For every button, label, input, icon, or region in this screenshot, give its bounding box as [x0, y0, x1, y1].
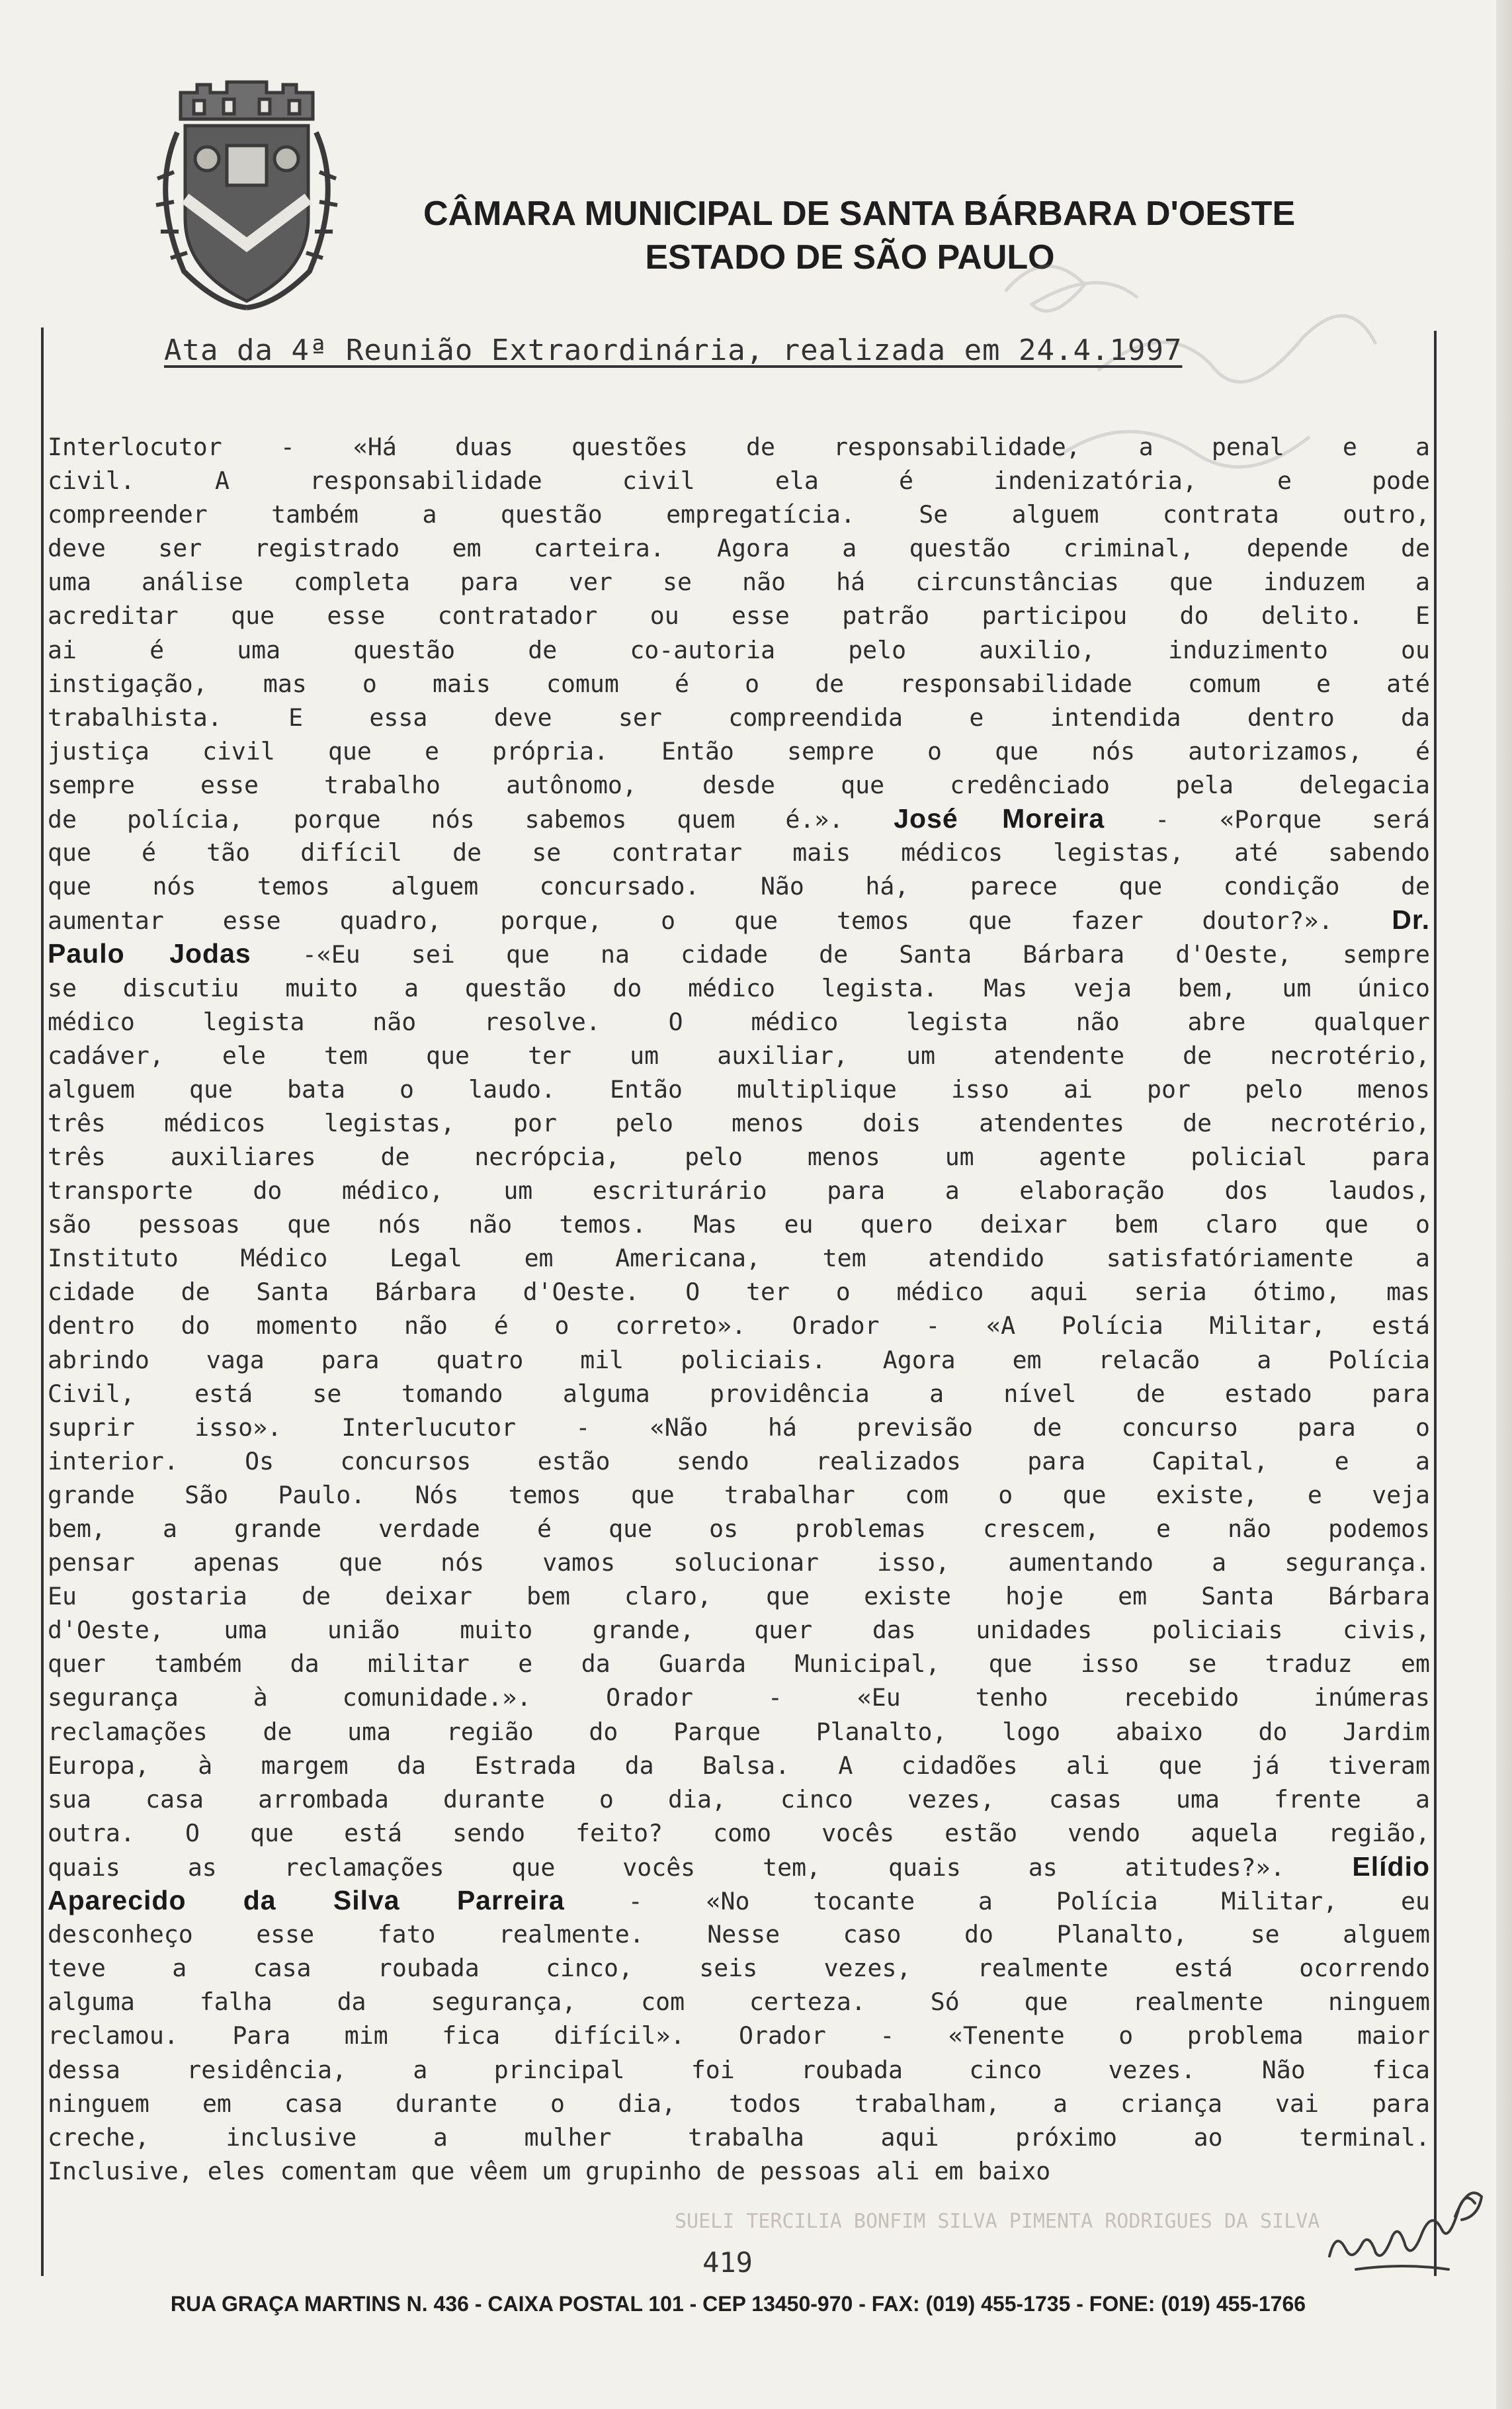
text-line: Eu gostaria de deixar bem claro, que existe hoje em Santa Bárbara — [48, 1582, 1430, 1611]
institution-name: CÂMARA MUNICIPAL DE SANTA BÁRBARA D'OESTE — [423, 195, 1296, 233]
text-line: cidade de Santa Bárbara d'Oeste. O ter o médico aqui seria ótimo, mas — [48, 1278, 1430, 1307]
text-line: quais as reclamações que vocês tem, quais as atitudes?». Elídio — [48, 1851, 1430, 1882]
text-line: Inclusive, eles comentam que vêem um grupinho de pessoas ali em baixo — [48, 2156, 1051, 2185]
text-line: são pessoas que nós não temos. Mas eu quero deixar bem claro que o — [48, 1210, 1430, 1239]
text-line: trabalhista. E essa deve ser compreendida e intendida dentro da — [48, 703, 1430, 732]
speaker-name: Dr. — [1392, 904, 1430, 936]
text-line: quer também da militar e da Guarda Municipal, que isso se traduz em — [48, 1649, 1430, 1679]
text-line: três auxiliares de necrópcia, pelo menos um agente policial para — [48, 1142, 1430, 1171]
text-line: Interlocutor - «Há duas questões de responsabilidade, a penal e a — [48, 433, 1430, 461]
municipal-coat-of-arms-icon — [144, 73, 349, 318]
text-line: ai é uma questão de co-autoria pelo auxilio, induzimento ou — [48, 635, 1430, 664]
text-line: uma análise completa para ver se não há circunstâncias que induzem a — [48, 568, 1430, 597]
text-line: segurança à comunidade.». Orador - «Eu tenho recebido inúmeras — [48, 1683, 1430, 1712]
speaker-name: Paulo Jodas — [48, 938, 251, 969]
right-margin-rule — [1434, 331, 1437, 2276]
text-line: se discutiu muito a questão do médico legista. Mas veja bem, um único — [48, 973, 1430, 1002]
text-line: suprir isso». Interlucutor - «Não há previsão de concurso para o — [48, 1413, 1430, 1442]
text-line: grande São Paulo. Nós temos que trabalhar com o que existe, e veja — [48, 1480, 1430, 1509]
text-line: deve ser registrado em carteira. Agora a questão criminal, depende de — [48, 534, 1430, 563]
text-line: Paulo Jodas -«Eu sei que na cidade de Santa Bárbara d'Oeste, sempre — [48, 938, 1430, 969]
text-line: pensar apenas que nós vamos solucionar isso, aumentando a segurança. — [48, 1548, 1430, 1577]
text-line: cadáver, ele tem que ter um auxiliar, um atendente de necrotério, — [48, 1041, 1430, 1070]
text-line: justiça civil que e própria. Então sempre o que nós autorizamos, é — [48, 736, 1430, 766]
bleed-through-stamp: SUELI TERCILIA BONFIM SILVA PIMENTA RODRIGUES DA SILVA — [675, 2210, 1320, 2233]
text-line: reclamou. Para mim fica difícil». Orador - «Tenente o problema maior — [48, 2021, 1430, 2050]
text-line: creche, inclusive a mulher trabalha aqui próximo ao terminal. — [48, 2123, 1430, 2152]
text-line: compreender também a questão empregatícia. Se alguem contrata outro, — [48, 500, 1430, 529]
text-line: de polícia, porque nós sabemos quem é.». José Moreira - «Porque será — [48, 803, 1430, 834]
text-line: instigação, mas o mais comum é o de responsabilidade comum e até — [48, 669, 1430, 698]
page-footer: RUA GRAÇA MARTINS N. 436 - CAIXA POSTAL 101 - CEP 13450-970 - FAX: (019) 455-1735 - FONE: (019) 455-1766 — [170, 2292, 1306, 2316]
page-edge — [1496, 0, 1512, 2409]
page-number: 419 — [702, 2246, 753, 2279]
speaker-name: Aparecido da Silva Parreira — [48, 1885, 565, 1916]
text-line: transporte do médico, um escriturário para a elaboração dos laudos, — [48, 1176, 1430, 1205]
text-line: civil. A responsabilidade civil ela é indenizatória, e pode — [48, 466, 1430, 496]
text-line: dentro do momento não é o correto». Orador - «A Polícia Militar, está — [48, 1311, 1430, 1340]
text-line: que é tão difícil de se contratar mais médicos legistas, até sabendo — [48, 838, 1430, 867]
text-line: reclamações de uma região do Parque Planalto, logo abaixo do Jardim — [48, 1717, 1430, 1746]
left-margin-rule — [41, 328, 44, 2276]
speaker-name: Elídio — [1352, 1851, 1430, 1882]
text-line: desconheço esse fato realmente. Nesse caso do Planalto, se alguem — [48, 1920, 1430, 1949]
handwritten-signature-icon — [1316, 2170, 1488, 2283]
text-line: Civil, está se tomando alguma providência a nível de estado para — [48, 1379, 1430, 1408]
state-name: ESTADO DE SÃO PAULO — [645, 238, 1055, 277]
text-line: que nós temos alguem concursado. Não há, parece que condição de — [48, 872, 1430, 901]
text-line: acreditar que esse contratador ou esse patrão participou do delito. E — [48, 601, 1430, 631]
text-line: interior. Os concursos estão sendo realizados para Capital, e a — [48, 1446, 1430, 1475]
text-line: sempre esse trabalho autônomo, desde que credênciado pela delegacia — [48, 770, 1430, 799]
speaker-name: José Moreira — [894, 803, 1105, 834]
document-heading: Ata da 4ª Reunião Extraordinária, realizada em 24.4.1997 — [164, 333, 1183, 367]
text-line: dessa residência, a principal foi roubada cinco vezes. Não fica — [48, 2055, 1430, 2084]
text-line: médico legista não resolve. O médico legista não abre qualquer — [48, 1007, 1430, 1036]
text-line: Instituto Médico Legal em Americana, tem atendido satisfatóriamente a — [48, 1244, 1430, 1273]
text-line: alguma falha da segurança, com certeza. Só que realmente ninguem — [48, 1988, 1430, 2017]
text-line: Europa, à margem da Estrada da Balsa. A cidadões ali que já tiveram — [48, 1751, 1430, 1780]
text-line: alguem que bata o laudo. Então multiplique isso ai por pelo menos — [48, 1074, 1430, 1104]
text-line: d'Oeste, uma união muito grande, quer das unidades policiais civis, — [48, 1616, 1430, 1645]
text-line: aumentar esse quadro, porque, o que temos que fazer doutor?». Dr. — [48, 904, 1430, 936]
minutes-body — [48, 430, 1430, 2188]
text-line: bem, a grande verdade é que os problemas crescem, e não podemos — [48, 1514, 1430, 1543]
text-line: ninguem em casa durante o dia, todos trabalham, a criança vai para — [48, 2089, 1430, 2118]
text-line: três médicos legistas, por pelo menos dois atendentes de necrotério, — [48, 1108, 1430, 1137]
text-line: Aparecido da Silva Parreira - «No tocante a Polícia Militar, eu — [48, 1885, 1430, 1916]
text-line: teve a casa roubada cinco, seis vezes, realmente está ocorrendo — [48, 1954, 1430, 1983]
text-line: outra. O que está sendo feito? como vocês estão vendo aquela região, — [48, 1818, 1430, 1847]
text-line: sua casa arrombada durante o dia, cinco vezes, casas uma frente a — [48, 1784, 1430, 1814]
text-line: abrindo vaga para quatro mil policiais. Agora em relacão a Polícia — [48, 1345, 1430, 1374]
